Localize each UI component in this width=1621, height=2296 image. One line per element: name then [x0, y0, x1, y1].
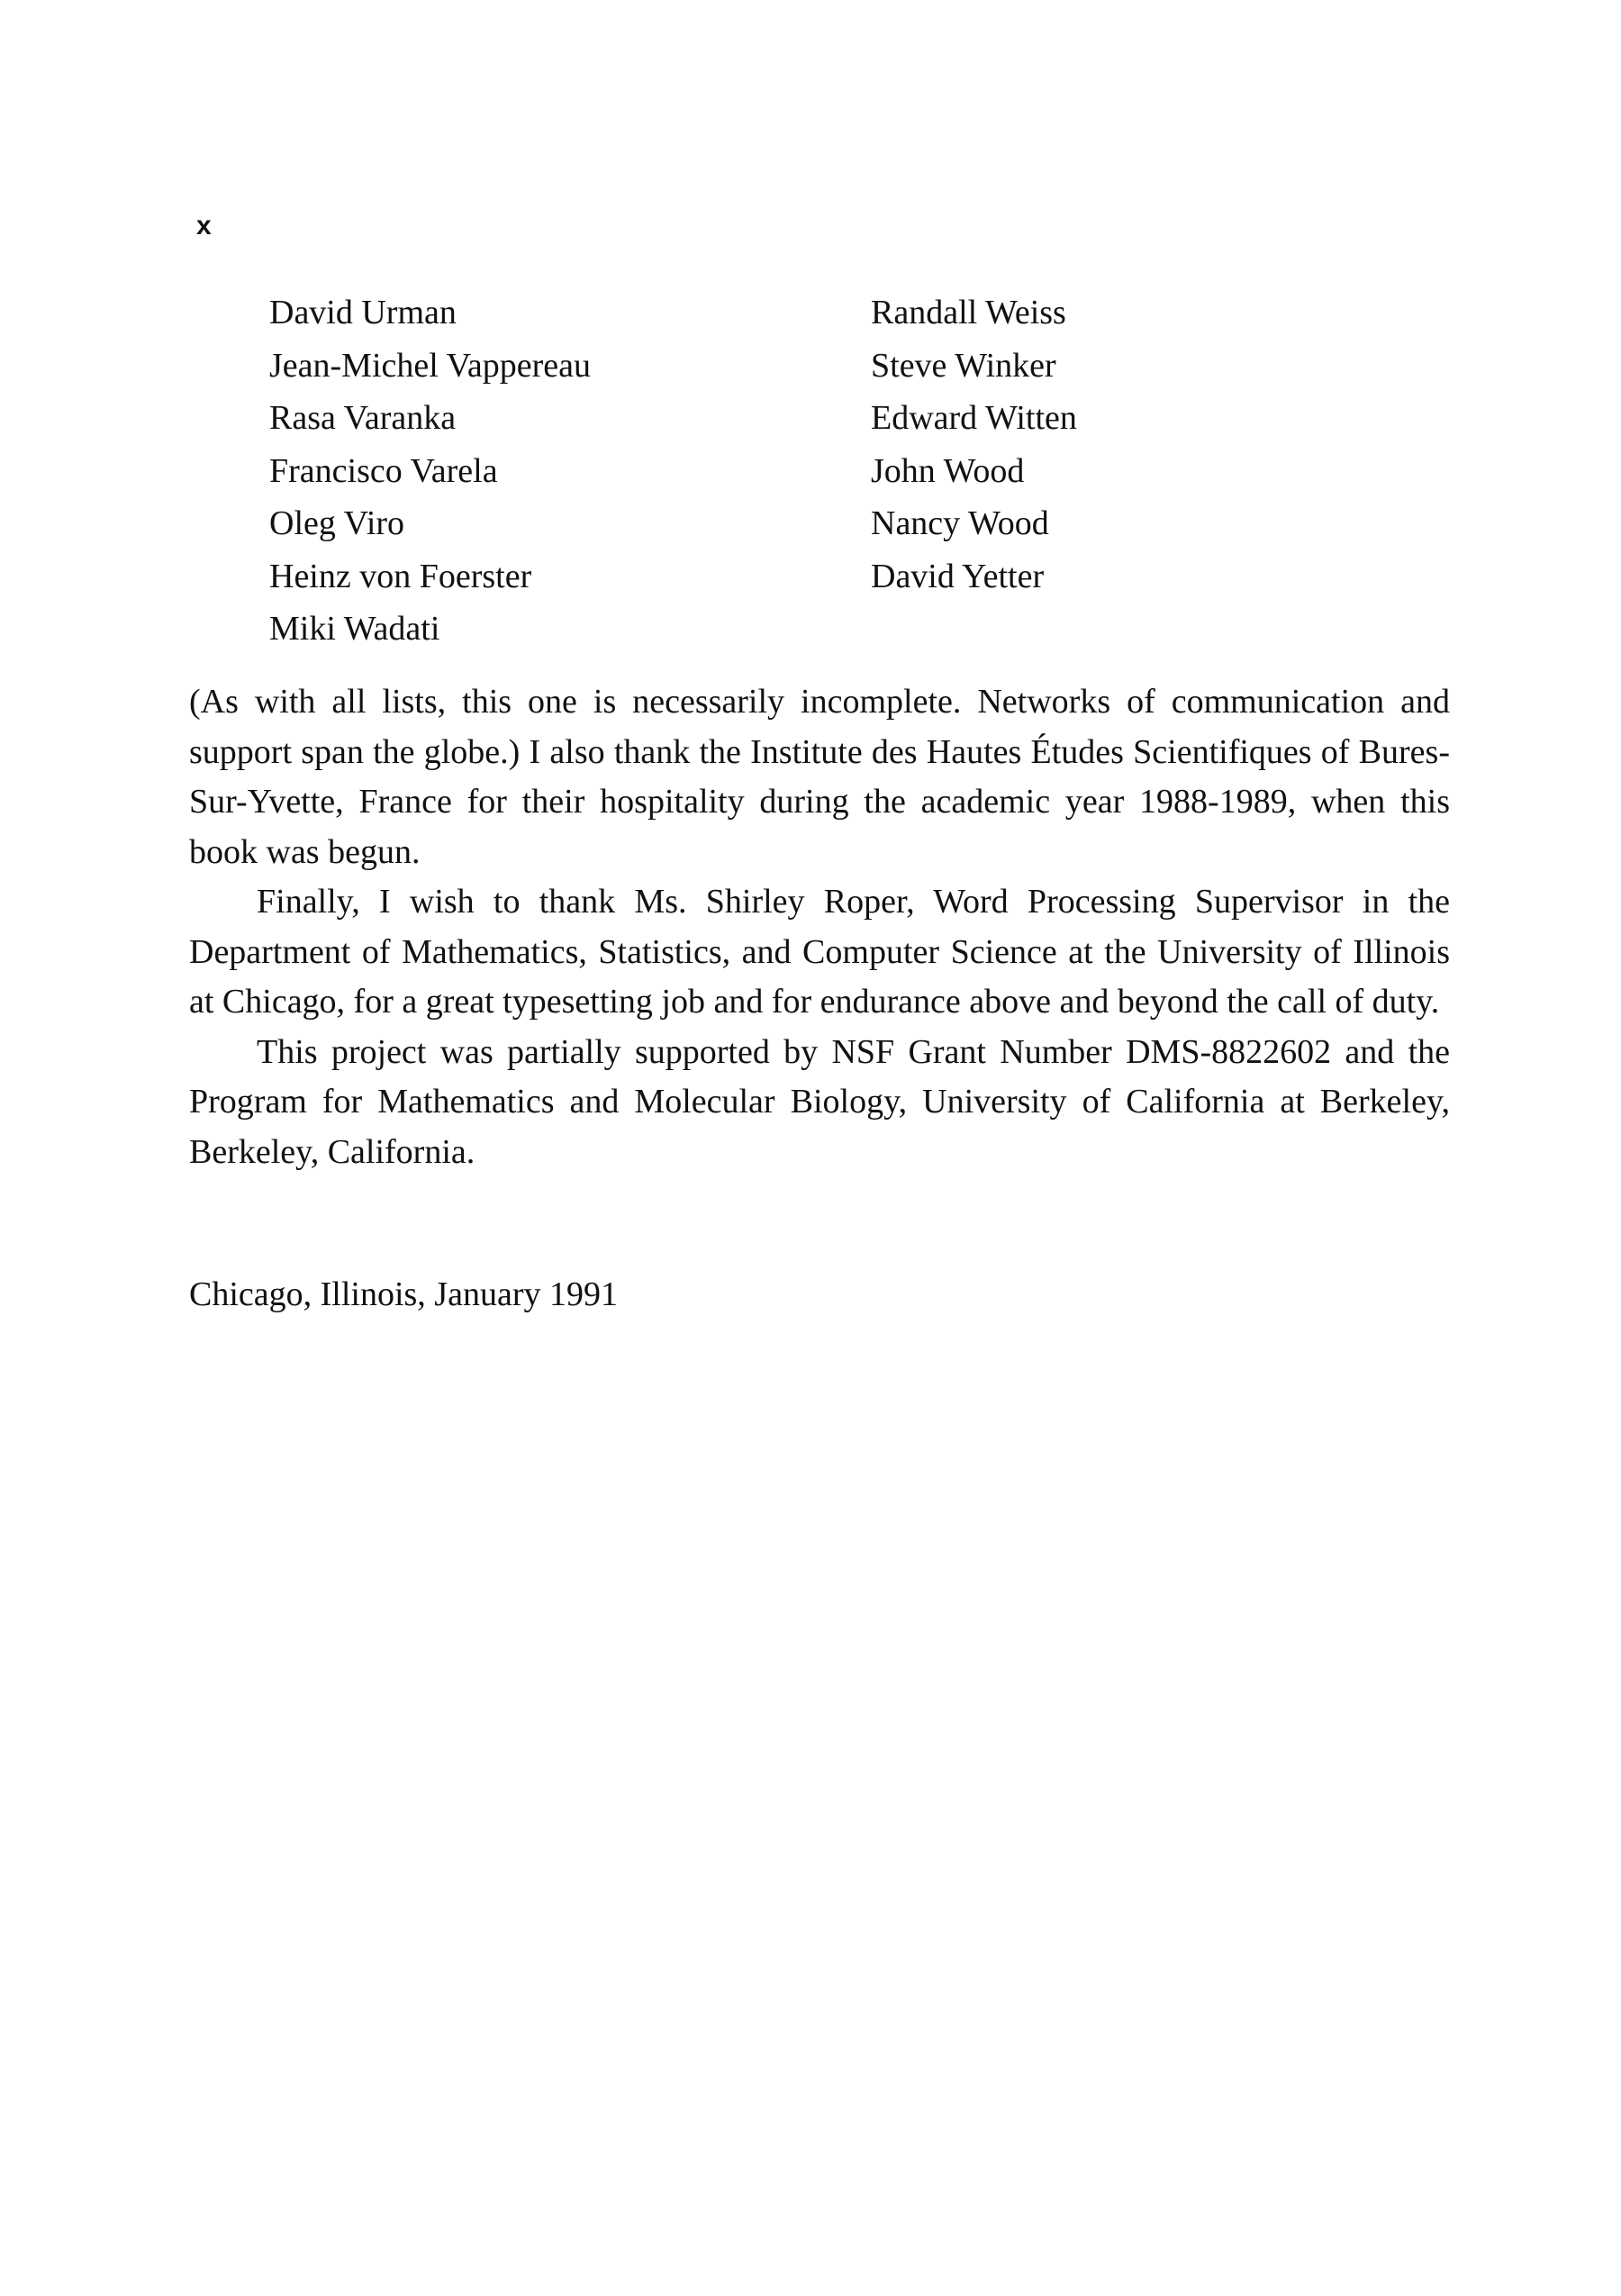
name-list-item: Oleg Viro	[269, 504, 405, 542]
name-list-item: Jean-Michel Vappereau	[269, 346, 591, 385]
name-list-item: Rasa Varanka	[269, 399, 457, 437]
acknowledgment-names-right-column	[871, 286, 1077, 603]
name-list-item: Heinz von Foerster	[269, 557, 532, 595]
name-list-item: David Urman	[269, 294, 457, 331]
paragraph-funding: This project was partially supported by NSF Grant Number DMS-8822602 and the Program for Mathematics and Molecular Biology, University of California at Berkeley, Berkeley, California.	[189, 1032, 1450, 1171]
paragraph-typesetting-thanks: Finally, I wish to thank Ms. Shirley Roper, Word Processing Supervisor in the Department of Mathematics, Statistics, and Computer Science at the University of Illinois at Chicago, for a great typesetting job and for endurance above and beyond the call of duty.	[189, 883, 1450, 1021]
signoff-place-date: Chicago, Illinois, January 1991	[189, 1275, 618, 1313]
name-list-item: Francisco Varela	[269, 451, 498, 490]
name-list-item: Miki Wadati	[269, 610, 440, 648]
name-list-item: Steve Winker	[871, 346, 1056, 385]
paragraph-lists-incomplete: (As with all lists, this one is necessarily incomplete. Networks of communication and support span the globe.) I also thank the Institute des Hautes Études Scientifiques of Bures-Sur-Yvette, France for their hospitality during the academic year 1988-1989, when this book was begun.	[189, 683, 1450, 871]
name-list-item: David Yetter	[871, 557, 1045, 595]
name-list-item: Edward Witten	[871, 399, 1077, 437]
name-list-item: Randall Weiss	[871, 294, 1066, 331]
page-number: x	[196, 211, 212, 240]
acknowledgment-body	[189, 677, 1450, 1177]
name-list-item: Nancy Wood	[871, 504, 1049, 542]
name-list-item: John Wood	[871, 451, 1025, 490]
acknowledgment-names-left-column	[269, 286, 591, 656]
